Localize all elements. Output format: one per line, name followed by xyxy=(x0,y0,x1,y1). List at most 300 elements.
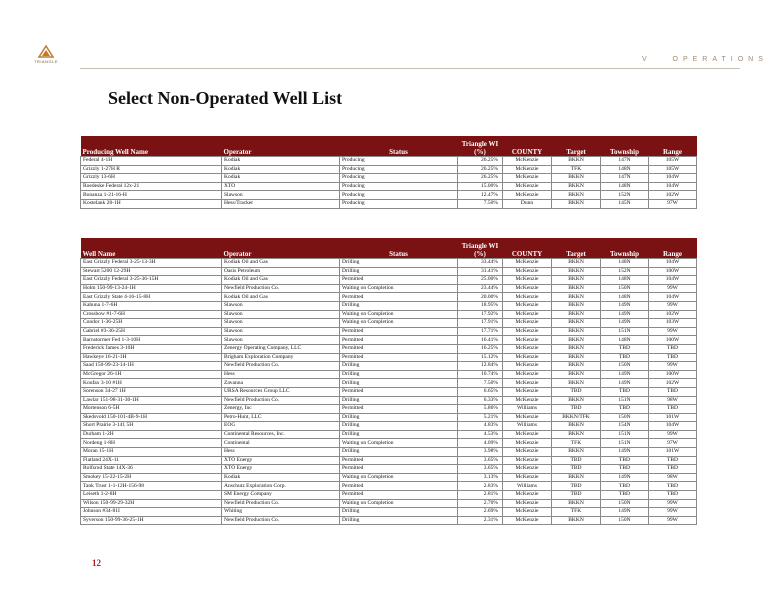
cell-status: Permitted xyxy=(340,405,458,414)
cell-range: 103W xyxy=(649,319,697,328)
table-row xyxy=(81,448,697,457)
cell-township: TBD xyxy=(601,482,649,491)
cell-range: 99W xyxy=(649,301,697,310)
header-divider xyxy=(80,68,740,69)
table-row xyxy=(81,456,697,465)
cell-status: Waiting on Completion xyxy=(340,310,458,319)
cell-status: Permitted xyxy=(340,482,458,491)
cell-township: 149N xyxy=(601,448,649,457)
cell-county: McKenzie xyxy=(503,413,552,422)
cell-target: BKKN xyxy=(552,344,601,353)
cell-target: BKKN xyxy=(552,379,601,388)
cell-operator: Slawson xyxy=(222,310,340,319)
cell-range: 102W xyxy=(649,379,697,388)
cell-county: McKenzie xyxy=(503,293,552,302)
cell-target: BKKN xyxy=(552,516,601,525)
cell-well-name: Roedeske Federal 12x-21 xyxy=(81,182,222,191)
cell-target: BKKN xyxy=(552,327,601,336)
cell-target: BKKN xyxy=(552,157,601,166)
cell-status: Waiting on Completion xyxy=(340,499,458,508)
cell-township: 149N xyxy=(601,310,649,319)
cell-operator: Hess xyxy=(222,448,340,457)
wells-body xyxy=(81,259,697,525)
cell-status: Drilling xyxy=(340,379,458,388)
cell-operator: URSA Resources Group LLC xyxy=(222,387,340,396)
cell-township: 151N xyxy=(601,327,649,336)
cell-well-name: Grizzly 1-27H R xyxy=(81,165,222,174)
cell-range: 99W xyxy=(649,508,697,517)
column-header-county: COUNTY xyxy=(503,238,552,259)
cell-operator: Slawson xyxy=(222,191,340,200)
cell-range: 98W xyxy=(649,473,697,482)
cell-township: 149N xyxy=(601,370,649,379)
cell-well-name: Moran 15-1H xyxy=(81,448,222,457)
cell-operator: Kodiak Oil and Gas xyxy=(222,276,340,285)
cell-range: 102W xyxy=(649,310,697,319)
cell-well-name: East Grizzly Federal 3-25-36-15H xyxy=(81,276,222,285)
cell-wi: 16.25% xyxy=(458,344,503,353)
cell-well-name: Koufax 3-10 #1H xyxy=(81,379,222,388)
cell-wi: 3.65% xyxy=(458,465,503,474)
cell-operator: Hess/Tracker xyxy=(222,199,340,208)
table-header-row xyxy=(81,238,697,259)
table-row xyxy=(81,267,697,276)
cell-wi: 3.13% xyxy=(458,473,503,482)
cell-county: McKenzie xyxy=(503,327,552,336)
cell-target: BKKN xyxy=(552,174,601,183)
cell-well-name: Flatland 24X-11 xyxy=(81,456,222,465)
cell-county: McKenzie xyxy=(503,508,552,517)
cell-status: Drilling xyxy=(340,259,458,268)
table-row xyxy=(81,344,697,353)
cell-well-name: Stewart 5200 12-29H xyxy=(81,267,222,276)
triangle-logo xyxy=(26,44,66,70)
cell-status: Drilling xyxy=(340,508,458,517)
cell-target: TBD xyxy=(552,465,601,474)
cell-range: 99W xyxy=(649,499,697,508)
cell-range: 104W xyxy=(649,276,697,285)
cell-county: McKenzie xyxy=(503,276,552,285)
cell-wi: 31.41% xyxy=(458,267,503,276)
cell-range: 99W xyxy=(649,362,697,371)
cell-county: McKenzie xyxy=(503,353,552,362)
cell-target: BKKN xyxy=(552,362,601,371)
cell-township: 154N xyxy=(601,422,649,431)
cell-wi: 23.44% xyxy=(458,284,503,293)
cell-operator: Zenergy, Inc xyxy=(222,405,340,414)
cell-range: 100W xyxy=(649,267,697,276)
cell-township: 149N xyxy=(601,508,649,517)
cell-range: 97W xyxy=(649,199,697,208)
cell-target: BKKN xyxy=(552,319,601,328)
cell-operator: Kodiak Oil and Gas xyxy=(222,259,340,268)
cell-wi: 5.21% xyxy=(458,413,503,422)
table-row xyxy=(81,284,697,293)
cell-county: McKenzie xyxy=(503,499,552,508)
cell-target: BKKN xyxy=(552,191,601,200)
cell-county: McKenzie xyxy=(503,267,552,276)
table-row xyxy=(81,310,697,319)
cell-township: 148N xyxy=(601,336,649,345)
column-header-wi: Triangle WI (%) xyxy=(458,136,503,157)
cell-status: Drilling xyxy=(340,430,458,439)
cell-well-name: Gabriel #3-36-25H xyxy=(81,327,222,336)
cell-target: BKKN xyxy=(552,448,601,457)
cell-well-name: Short Prairie 3-141 5H xyxy=(81,422,222,431)
cell-township: 150N xyxy=(601,284,649,293)
cell-operator: Zenergy Operating Company, LLC xyxy=(222,344,340,353)
producing-wells-body xyxy=(81,157,697,209)
cell-status: Permitted xyxy=(340,344,458,353)
cell-wi: 2.70% xyxy=(458,499,503,508)
cell-wi: 25.00% xyxy=(458,276,503,285)
cell-county: McKenzie xyxy=(503,456,552,465)
cell-township: TBD xyxy=(601,353,649,362)
cell-county: McKenzie xyxy=(503,491,552,500)
table-row xyxy=(81,174,697,183)
column-header-range: Range xyxy=(649,136,697,157)
cell-operator: Whiting xyxy=(222,508,340,517)
cell-target: BKKN xyxy=(552,336,601,345)
cell-target: BKKN xyxy=(552,284,601,293)
table-row xyxy=(81,516,697,525)
section-label: V OPERATIONS xyxy=(642,56,768,63)
cell-operator: Newfield Production Co. xyxy=(222,396,340,405)
cell-county: McKenzie xyxy=(503,310,552,319)
cell-range: 98W xyxy=(649,396,697,405)
cell-operator: Continental xyxy=(222,439,340,448)
cell-well-name: Nordeng 1-8H xyxy=(81,439,222,448)
cell-status: Permitted xyxy=(340,465,458,474)
cell-township: 148N xyxy=(601,182,649,191)
cell-wi: 26.25% xyxy=(458,165,503,174)
cell-operator: Hess xyxy=(222,370,340,379)
table-row xyxy=(81,165,697,174)
cell-target: BKKN xyxy=(552,293,601,302)
cell-wi: 17.71% xyxy=(458,327,503,336)
cell-range: 105W xyxy=(649,165,697,174)
cell-wi: 17.91% xyxy=(458,319,503,328)
cell-operator: Newfield Production Co. xyxy=(222,362,340,371)
cell-operator: Kodiak xyxy=(222,165,340,174)
cell-operator: Kodiak xyxy=(222,157,340,166)
cell-wi: 6.33% xyxy=(458,396,503,405)
cell-wi: 12.84% xyxy=(458,362,503,371)
cell-wi: 2.69% xyxy=(458,508,503,517)
cell-wi: 4.83% xyxy=(458,422,503,431)
logo-text: TRIANGLE xyxy=(33,59,58,64)
cell-range: 104W xyxy=(649,174,697,183)
cell-wi: 2.31% xyxy=(458,516,503,525)
table-row xyxy=(81,182,697,191)
cell-county: McKenzie xyxy=(503,259,552,268)
cell-target: TBD xyxy=(552,482,601,491)
cell-well-name: Frederick James 3-10H xyxy=(81,344,222,353)
cell-wi: 20.00% xyxy=(458,293,503,302)
cell-operator: Kodiak xyxy=(222,174,340,183)
cell-county: Dunn xyxy=(503,199,552,208)
cell-wi: 12.47% xyxy=(458,191,503,200)
producing-wells-table xyxy=(80,136,697,209)
cell-range: 104W xyxy=(649,182,697,191)
cell-range: 101W xyxy=(649,413,697,422)
cell-operator: Kodiak xyxy=(222,473,340,482)
cell-status: Permitted xyxy=(340,456,458,465)
cell-wi: 17.92% xyxy=(458,310,503,319)
cell-county: McKenzie xyxy=(503,516,552,525)
cell-well-name: Wilson 150-99-29-32H xyxy=(81,499,222,508)
cell-wi: 10.74% xyxy=(458,370,503,379)
cell-township: 148N xyxy=(601,276,649,285)
cell-operator: Newfield Production Co. xyxy=(222,284,340,293)
cell-well-name: East Grizzly Federal 3-25-13-3H xyxy=(81,259,222,268)
column-header-target: Target xyxy=(552,238,601,259)
cell-status: Drilling xyxy=(340,448,458,457)
table-row xyxy=(81,439,697,448)
cell-county: McKenzie xyxy=(503,174,552,183)
cell-range: 102W xyxy=(649,191,697,200)
cell-well-name: Smokey 15-22-15-2H xyxy=(81,473,222,482)
cell-target: BKKN xyxy=(552,182,601,191)
table-row xyxy=(81,422,697,431)
cell-operator: Continental Resources, Inc. xyxy=(222,430,340,439)
cell-target: TBD xyxy=(552,491,601,500)
cell-target: TFK xyxy=(552,165,601,174)
cell-township: 151N xyxy=(601,439,649,448)
cell-status: Permitted xyxy=(340,336,458,345)
cell-target: BKKN xyxy=(552,473,601,482)
cell-status: Producing xyxy=(340,165,458,174)
cell-range: TBD xyxy=(649,456,697,465)
table-row xyxy=(81,353,697,362)
cell-well-name: Hawkeye 16-21-1H xyxy=(81,353,222,362)
cell-status: Producing xyxy=(340,191,458,200)
cell-target: TBD xyxy=(552,387,601,396)
wells-table xyxy=(80,238,697,525)
cell-wi: 7.50% xyxy=(458,199,503,208)
cell-operator: EOG xyxy=(222,422,340,431)
cell-target: BKKN xyxy=(552,301,601,310)
cell-range: TBD xyxy=(649,353,697,362)
cell-well-name: Federal 4-1H xyxy=(81,157,222,166)
cell-status: Waiting on Completion xyxy=(340,284,458,293)
cell-status: Permitted xyxy=(340,353,458,362)
column-header-township: Township xyxy=(601,238,649,259)
cell-well-name: Grizzly 13-6H xyxy=(81,174,222,183)
cell-county: McKenzie xyxy=(503,430,552,439)
cell-status: Producing xyxy=(340,157,458,166)
cell-status: Waiting on Completion xyxy=(340,439,458,448)
cell-status: Drilling xyxy=(340,370,458,379)
cell-operator: Zavanna xyxy=(222,379,340,388)
cell-wi: 18.95% xyxy=(458,301,503,310)
cell-county: McKenzie xyxy=(503,370,552,379)
cell-county: McKenzie xyxy=(503,284,552,293)
cell-range: 99W xyxy=(649,284,697,293)
cell-wi: 4.53% xyxy=(458,430,503,439)
cell-well-name: Durham 1-2H xyxy=(81,430,222,439)
cell-township: 150N xyxy=(601,499,649,508)
table-row xyxy=(81,370,697,379)
cell-range: 104W xyxy=(649,293,697,302)
cell-county: McKenzie xyxy=(503,439,552,448)
cell-range: 100W xyxy=(649,370,697,379)
column-header-target: Target xyxy=(552,136,601,157)
cell-status: Permitted xyxy=(340,293,458,302)
cell-township: 152N xyxy=(601,267,649,276)
table-row xyxy=(81,336,697,345)
cell-county: McKenzie xyxy=(503,319,552,328)
cell-county: Williams xyxy=(503,422,552,431)
cell-operator: Slawson xyxy=(222,327,340,336)
cell-township: TBD xyxy=(601,344,649,353)
cell-status: Producing xyxy=(340,182,458,191)
cell-range: 104W xyxy=(649,259,697,268)
cell-well-name: Mortenson 6-5H xyxy=(81,405,222,414)
cell-range: 101W xyxy=(649,448,697,457)
cell-target: BKKN xyxy=(552,422,601,431)
cell-well-name: East Grizzly State 4-16-15-8H xyxy=(81,293,222,302)
cell-operator: XTO xyxy=(222,182,340,191)
cell-wi: 4.09% xyxy=(458,439,503,448)
cell-township: 149N xyxy=(601,301,649,310)
cell-operator: Newfield Production Co. xyxy=(222,499,340,508)
cell-range: TBD xyxy=(649,405,697,414)
cell-status: Drilling xyxy=(340,301,458,310)
cell-status: Waiting on Completion xyxy=(340,319,458,328)
cell-operator: Slawson xyxy=(222,319,340,328)
cell-county: McKenzie xyxy=(503,379,552,388)
cell-status: Drilling xyxy=(340,516,458,525)
cell-range: TBD xyxy=(649,482,697,491)
cell-township: TBD xyxy=(601,456,649,465)
cell-target: BKKN xyxy=(552,267,601,276)
cell-operator: XTO Energy xyxy=(222,465,340,474)
cell-well-name: Condor 1-36-25H xyxy=(81,319,222,328)
cell-township: 152N xyxy=(601,191,649,200)
cell-county: McKenzie xyxy=(503,465,552,474)
cell-range: 99W xyxy=(649,430,697,439)
table-row xyxy=(81,276,697,285)
cell-county: McKenzie xyxy=(503,301,552,310)
cell-well-name: Crossbow #1-7-6H xyxy=(81,310,222,319)
column-header-well-name: Well Name xyxy=(81,238,222,259)
cell-township: TBD xyxy=(601,465,649,474)
cell-status: Drilling xyxy=(340,362,458,371)
cell-status: Producing xyxy=(340,199,458,208)
table-row xyxy=(81,465,697,474)
cell-wi: 26.25% xyxy=(458,157,503,166)
cell-operator: Oasis Petroleum xyxy=(222,267,340,276)
column-header-wi: Triangle WI (%) xyxy=(458,238,503,259)
cell-wi: 7.50% xyxy=(458,379,503,388)
cell-well-name: Holm 150-99-13-24-1H xyxy=(81,284,222,293)
cell-well-name: Kostelank 28-1H xyxy=(81,199,222,208)
column-header-operator: Operator xyxy=(222,136,340,157)
table-row xyxy=(81,327,697,336)
cell-township: 149N xyxy=(601,473,649,482)
cell-well-name: Bonanza 1-21-16-H xyxy=(81,191,222,200)
cell-target: BKKN/TFK xyxy=(552,413,601,422)
cell-wi: 2.81% xyxy=(458,491,503,500)
cell-target: BKKN xyxy=(552,276,601,285)
cell-range: 100W xyxy=(649,336,697,345)
cell-range: TBD xyxy=(649,344,697,353)
cell-township: 149N xyxy=(601,379,649,388)
cell-well-name: Barnstormer Fed 1-3-10H xyxy=(81,336,222,345)
cell-status: Producing xyxy=(340,174,458,183)
cell-well-name: Lawlar 151-98-31-30-1H xyxy=(81,396,222,405)
cell-operator: Petro-Hunt, LLC xyxy=(222,413,340,422)
table-row xyxy=(81,413,697,422)
cell-township: 151N xyxy=(601,430,649,439)
cell-target: BKKN xyxy=(552,353,601,362)
cell-range: 104W xyxy=(649,422,697,431)
cell-township: 148N xyxy=(601,165,649,174)
cell-status: Drilling xyxy=(340,396,458,405)
cell-target: BKKN xyxy=(552,499,601,508)
cell-range: 99W xyxy=(649,516,697,525)
table-row xyxy=(81,319,697,328)
column-header-operator: Operator xyxy=(222,238,340,259)
cell-operator: Anschutz Exploration Corp. xyxy=(222,482,340,491)
table-row xyxy=(81,508,697,517)
cell-county: McKenzie xyxy=(503,182,552,191)
cell-county: McKenzie xyxy=(503,387,552,396)
table-row xyxy=(81,199,697,208)
cell-operator: Kodiak Oil and Gas xyxy=(222,293,340,302)
table-row xyxy=(81,396,697,405)
cell-target: TFK xyxy=(552,439,601,448)
cell-township: 151N xyxy=(601,396,649,405)
cell-county: McKenzie xyxy=(503,165,552,174)
cell-township: TBD xyxy=(601,387,649,396)
cell-status: Waiting on Completion xyxy=(340,473,458,482)
cell-township: 147N xyxy=(601,157,649,166)
cell-range: TBD xyxy=(649,387,697,396)
column-header-range: Range xyxy=(649,238,697,259)
cell-well-name: Kahuna 1-7-6H xyxy=(81,301,222,310)
cell-status: Drilling xyxy=(340,422,458,431)
cell-county: McKenzie xyxy=(503,336,552,345)
cell-operator: Slawson xyxy=(222,301,340,310)
cell-well-name: Syverson 150-99-36-25-1H xyxy=(81,516,222,525)
cell-county: McKenzie xyxy=(503,344,552,353)
cell-county: McKenzie xyxy=(503,362,552,371)
cell-target: BKKN xyxy=(552,370,601,379)
cell-wi: 16.41% xyxy=(458,336,503,345)
cell-operator: SM Energy Company xyxy=(222,491,340,500)
table-row xyxy=(81,362,697,371)
table-row xyxy=(81,473,697,482)
cell-operator: XTO Energy xyxy=(222,456,340,465)
column-header-township: Township xyxy=(601,136,649,157)
cell-wi: 3.98% xyxy=(458,448,503,457)
cell-wi: 33.44% xyxy=(458,259,503,268)
cell-status: Permitted xyxy=(340,276,458,285)
cell-target: BKKN xyxy=(552,396,601,405)
cell-operator: Brigham Exploration Company xyxy=(222,353,340,362)
cell-status: Drilling xyxy=(340,413,458,422)
cell-range: TBD xyxy=(649,465,697,474)
cell-township: 147N xyxy=(601,174,649,183)
cell-county: Williams xyxy=(503,482,552,491)
cell-county: McKenzie xyxy=(503,448,552,457)
cell-well-name: Saad 150-99-23-14-1H xyxy=(81,362,222,371)
cell-well-name: Rolfsrud State 14X-36 xyxy=(81,465,222,474)
cell-operator: Slawson xyxy=(222,336,340,345)
cell-range: 105W xyxy=(649,157,697,166)
